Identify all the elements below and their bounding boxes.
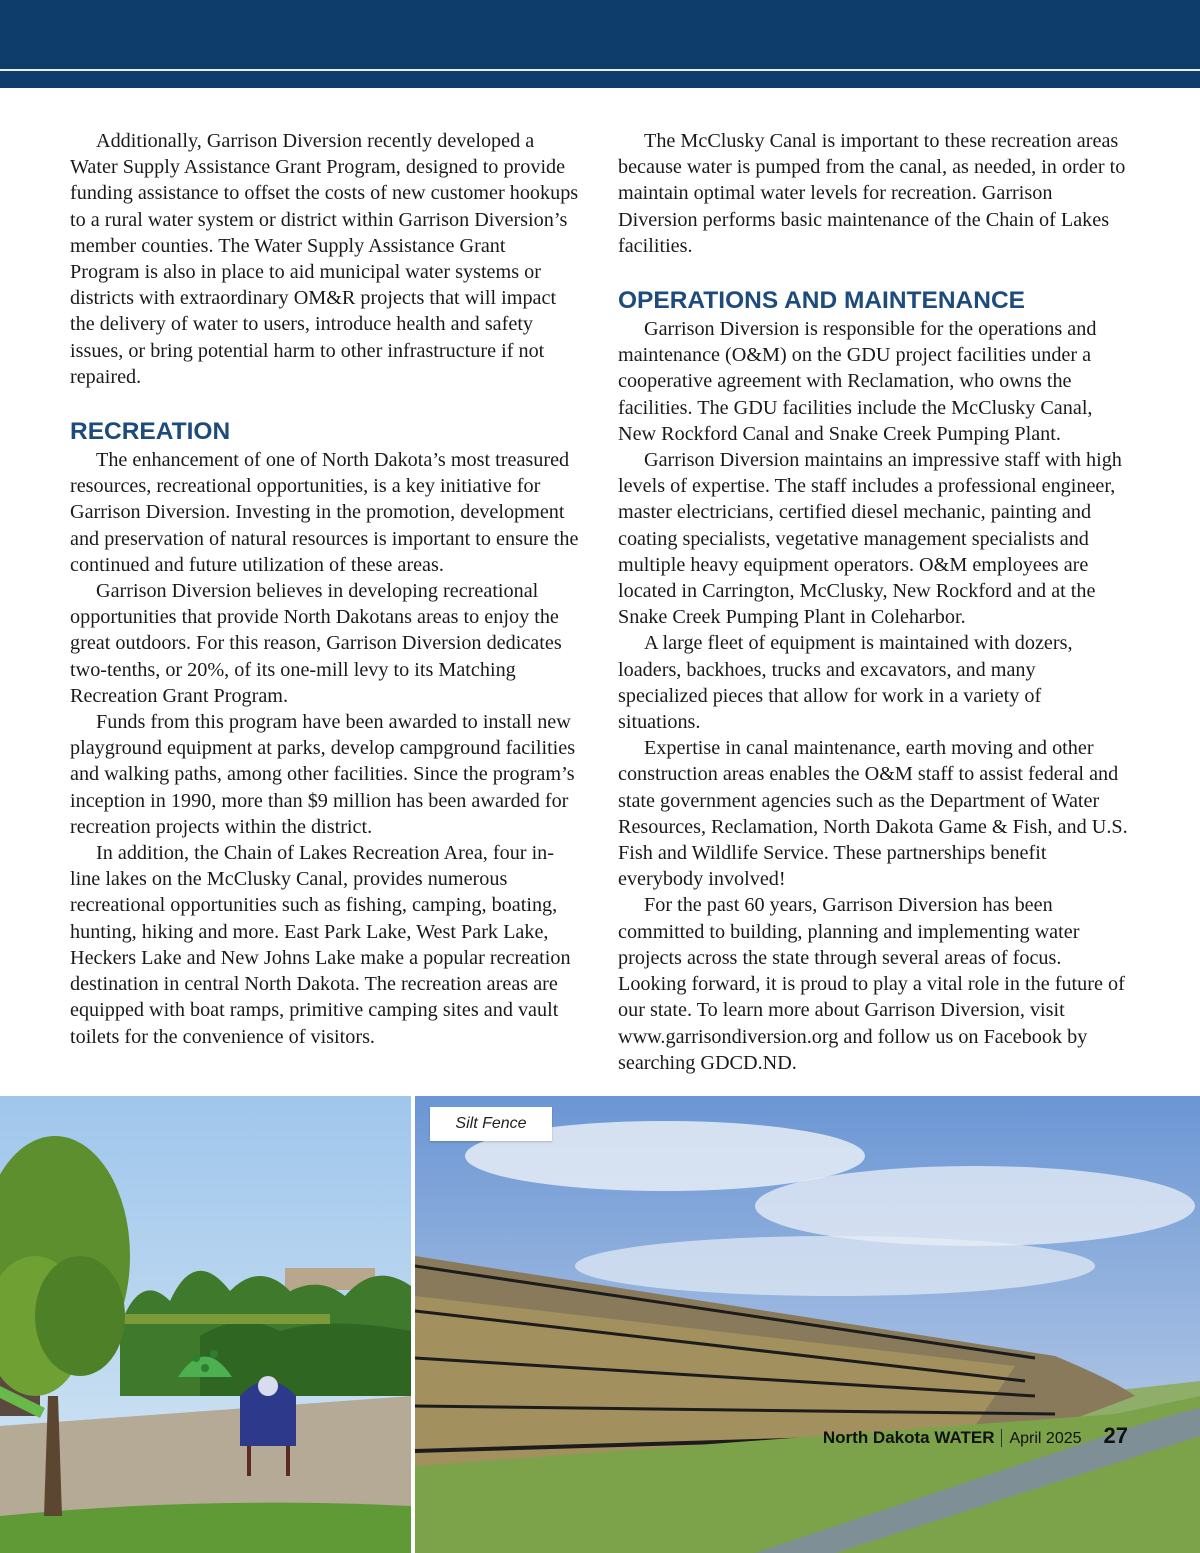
left-column (70, 128, 580, 1050)
magazine-title: North Dakota WATER (822, 1428, 995, 1447)
paragraph: Additionally, Garrison Diversion recently developed a Water Supply Assistance Grant Program, designed to provide funding assistance to offset the costs of new customer hookups to a rural water system or district within Garrison Diversion’s member counties. The Water Supply Assistance Grant Program is also in place to aid municipal water systems or districts with extraordinary OM&R projects that will impact the delivery of water to users, introduce health and safety issues, or bring potential harm to other infrastructure if not repaired. (70, 130, 579, 388)
right-column (618, 128, 1128, 1076)
page-number: 27 (1103, 1423, 1128, 1448)
silt-fence-photo (415, 1096, 1200, 1553)
header-rule (0, 69, 1200, 71)
paragraph: Funds from this program have been awarded to install new playground equipment at parks, develop campground facilities and walking paths, among other facilities. Since the program’s inception in 1990, more than $9 million has been awarded for recreation projects within the district. (70, 711, 576, 838)
playground-photo (0, 1096, 411, 1553)
paragraph: The McClusky Canal is important to these recreation areas because water is pumped from the canal, as needed, in order to maintain optimal water levels for recreation. Garrison Diversion performs basic maintenance of the Chain of Lakes facilities. (618, 130, 1126, 257)
paragraph: In addition, the Chain of Lakes Recreation Area, four in-line lakes on the McClusky Canal, provides numerous recreational opportunities such as fishing, camping, boating, hunting, hiking and more. East Park Lake, West Park Lake, Heckers Lake and New Johns Lake make a popular recreation destination in central North Dakota. The recreation areas are equipped with boat ramps, primitive camping sites and vault toilets for the convenience of visitors. (70, 842, 571, 1048)
paragraph: Garrison Diversion believes in developing recreational opportunities that provide North Dakotans areas to enjoy the great outdoors. For this reason, Garrison Diversion dedicates two-tenths, or 20%, of its one-mill levy to its Matching Recreation Grant Program. (70, 580, 562, 707)
paragraph: Garrison Diversion is responsible for the operations and maintenance (O&M) on the GDU project facilities under a cooperative agreement with Reclamation, who owns the facilities. The GDU facilities include the McClusky Canal, New Rockford Canal and Snake Creek Pumping Plant. (618, 318, 1097, 445)
page-footer (823, 1423, 1128, 1453)
silt-fence-caption: Silt Fence (430, 1107, 552, 1141)
paragraph: Expertise in canal maintenance, earth moving and other construction areas enables the O&M staff to assist federal and state government agencies such as the Department of Water Resources, Reclamation, North Dakota Game & Fish, and U.S. Fish and Wildlife Service. These partnerships benefit everybody involved! (618, 737, 1128, 891)
paragraph: Garrison Diversion maintains an impressive staff with high levels of expertise. The staff includes a professional engineer, master electricians, certified diesel mechanic, painting and coating specialists, vegetative management specialists and multiple heavy equipment operators. O&M employees are located in Carrington, McClusky, New Rockford and at the Snake Creek Pumping Plant in Coleharbor. (618, 449, 1122, 629)
recreation-heading: RECREATION (70, 418, 231, 446)
photo-strip (0, 1094, 1200, 1553)
operations-heading: OPERATIONS AND MAINTENANCE (618, 287, 1025, 315)
issue-date: April 2025 (1009, 1430, 1082, 1447)
paragraph: A large fleet of equipment is maintained with dozers, loaders, backhoes, trucks and excavators, and many specialized pieces that allow for work in a variety of situations. (618, 632, 1073, 734)
header-band (0, 0, 1200, 88)
footer-divider (1001, 1429, 1002, 1447)
paragraph: For the past 60 years, Garrison Diversion has been committed to building, planning and implementing water projects across the state through several areas of focus. Looking forward, it is proud to play a vital role in the future of our state. To learn more about Garrison Diversion, visit www.garrisondiversion.org and follow us on Facebook by searching GDCD.ND. (618, 894, 1125, 1074)
paragraph: The enhancement of one of North Dakota’s most treasured resources, recreational opportunities, is a key initiative for Garrison Diversion. Investing in the promotion, development and preservation of natural resources is important to ensure the continued and future utilization of these areas. (70, 449, 579, 576)
